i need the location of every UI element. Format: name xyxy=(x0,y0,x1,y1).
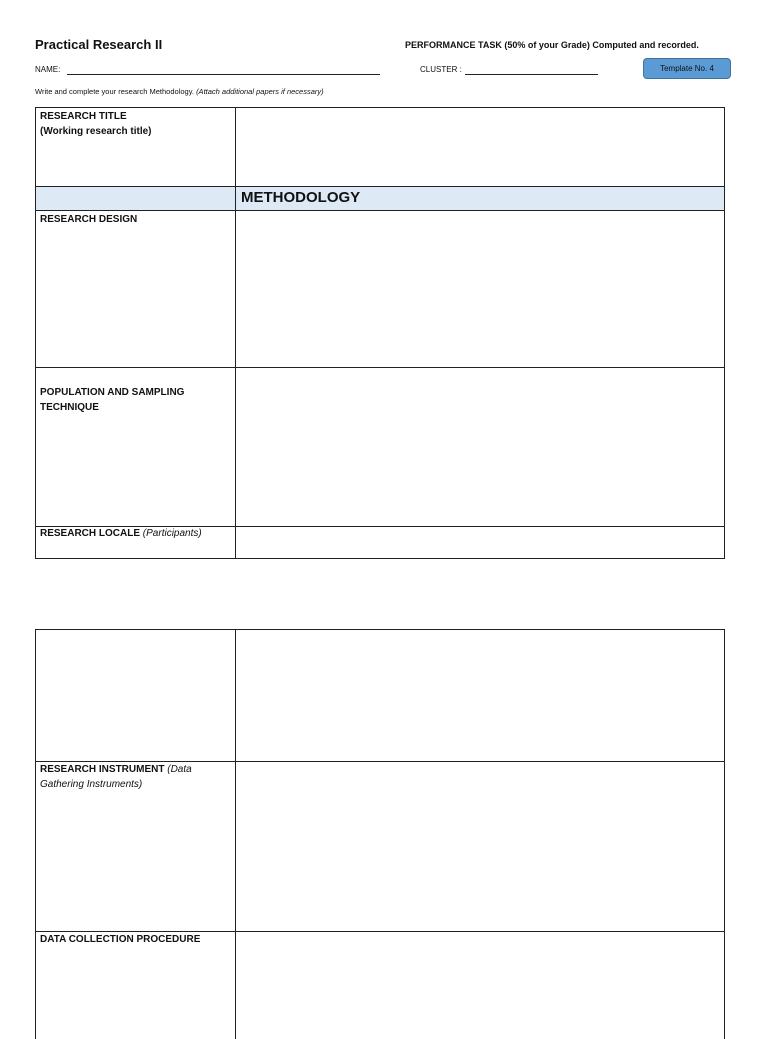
population-line2: TECHNIQUE xyxy=(40,402,99,413)
column-divider xyxy=(235,108,236,558)
methodology-table-2 xyxy=(35,629,725,1039)
research-title-label xyxy=(40,109,230,139)
performance-task-note: PERFORMANCE TASK (50% of your Grade) Computed and recorded. xyxy=(405,40,699,50)
name-field[interactable] xyxy=(67,65,380,75)
document-title: Practical Research II xyxy=(35,37,163,52)
methodology-heading: METHODOLOGY xyxy=(241,189,361,206)
name-label: NAME: xyxy=(35,65,61,74)
row-divider xyxy=(36,367,724,368)
methodology-band xyxy=(36,186,724,210)
data-collection-text: DATA COLLECTION PROCEDURE xyxy=(40,934,201,945)
research-title-line2: (Working research title) xyxy=(40,126,152,137)
methodology-table-1 xyxy=(35,107,725,559)
data-collection-label xyxy=(40,932,230,947)
template-badge xyxy=(643,58,731,79)
instructions xyxy=(35,87,324,96)
row-divider xyxy=(36,210,724,211)
instruction-note: (Attach additional papers if necessary) xyxy=(196,87,324,96)
research-instrument-label xyxy=(40,762,230,792)
instrument-italic-2: Gathering Instruments) xyxy=(40,779,143,790)
research-title-line1: RESEARCH TITLE xyxy=(40,111,127,122)
locale-bold: RESEARCH LOCALE xyxy=(40,528,141,539)
template-badge-label: Template No. 4 xyxy=(660,64,714,73)
population-line1: POPULATION AND SAMPLING xyxy=(40,387,185,398)
population-label xyxy=(40,385,230,415)
column-divider xyxy=(235,630,236,1039)
research-locale-label xyxy=(40,526,230,541)
instrument-bold: RESEARCH INSTRUMENT xyxy=(40,764,165,775)
instruction-main: Write and complete your research Methodology. xyxy=(35,87,194,96)
cluster-label: CLUSTER : xyxy=(420,65,462,74)
cluster-field[interactable] xyxy=(465,65,598,75)
instrument-italic-1: (Data xyxy=(167,764,192,775)
research-design-text: RESEARCH DESIGN xyxy=(40,214,138,225)
research-design-label xyxy=(40,212,230,227)
row-divider xyxy=(36,186,724,187)
locale-italic: (Participants) xyxy=(142,528,202,539)
